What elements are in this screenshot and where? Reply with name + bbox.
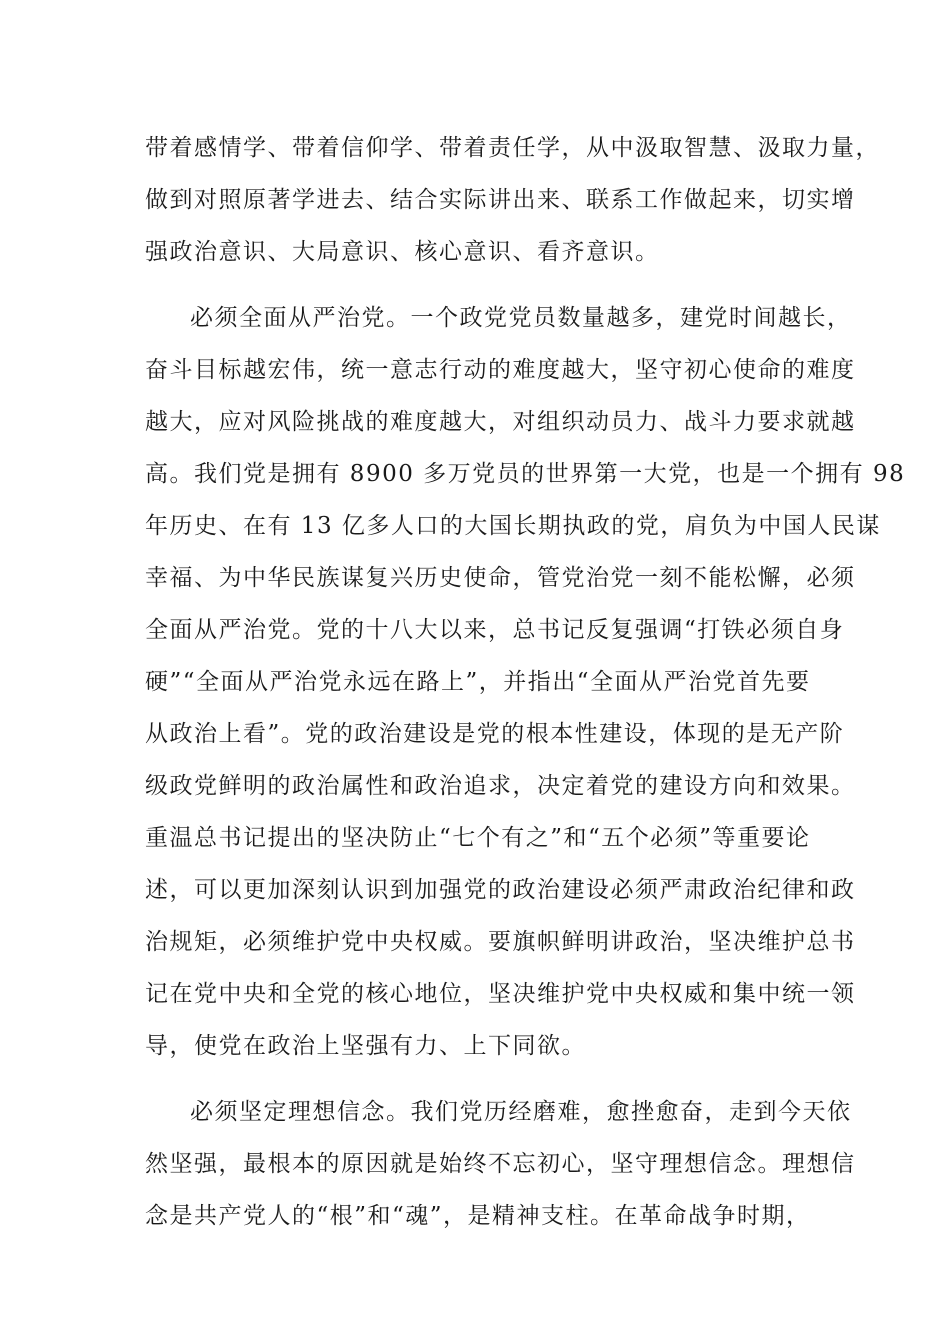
text-line: 年历史、在有 13 亿多人口的大国长期执政的党，肩负为中国人民谋 <box>145 513 881 539</box>
text-line: 高。我们党是拥有 8900 多万党员的世界第一大党，也是一个拥有 98 <box>145 461 906 487</box>
text-line: 硬”“全面从严治党永远在路上”，并指出“全面从严治党首先要 <box>145 669 811 695</box>
text-line: 治规矩，必须维护党中央权威。要旗帜鲜明讲政治，坚决维护总书 <box>145 929 856 955</box>
text-line: 然坚强，最根本的原因就是始终不忘初心，坚守理想信念。理想信 <box>145 1151 856 1177</box>
text-line: 记在党中央和全党的核心地位，坚决维护党中央权威和集中统一领 <box>145 981 856 1007</box>
text-line: 重温总书记提出的坚决防止“七个有之”和“五个必须”等重要论 <box>145 825 811 851</box>
text-line: 做到对照原著学进去、结合实际讲出来、联系工作做起来，切实增 <box>145 187 856 213</box>
text-line: 级政党鲜明的政治属性和政治追求，决定着党的建设方向和效果。 <box>145 773 856 799</box>
text-line: 述，可以更加深刻认识到加强党的政治建设必须严肃政治纪律和政 <box>145 877 856 903</box>
text-line: 奋斗目标越宏伟，统一意志行动的难度越大，坚守初心使命的难度 <box>145 357 856 383</box>
text-line: 强政治意识、大局意识、核心意识、看齐意识。 <box>145 239 660 265</box>
text-line: 导，使党在政治上坚强有力、上下同欲。 <box>145 1033 586 1059</box>
text-line: 全面从严治党。党的十八大以来，总书记反复强调“打铁必须自身 <box>145 617 845 643</box>
text-line: 越大，应对风险挑战的难度越大，对组织动员力、战斗力要求就越 <box>145 409 856 435</box>
text-line: 带着感情学、带着信仰学、带着责任学，从中汲取智慧、汲取力量， <box>145 135 880 161</box>
text-line: 念是共产党人的“根”和“魂”，是精神支柱。在革命战争时期， <box>145 1203 811 1229</box>
text-line: 幸福、为中华民族谋复兴历史使命，管党治党一刻不能松懈，必须 <box>145 565 856 591</box>
paragraph-start-line: 必须坚定理想信念。我们党历经磨难，愈挫愈奋，走到今天依 <box>190 1099 852 1125</box>
paragraph-start-line: 必须全面从严治党。一个政党党员数量越多，建党时间越长， <box>190 305 852 331</box>
text-line: 从政治上看”。党的政治建设是党的根本性建设，体现的是无产阶 <box>145 721 845 747</box>
